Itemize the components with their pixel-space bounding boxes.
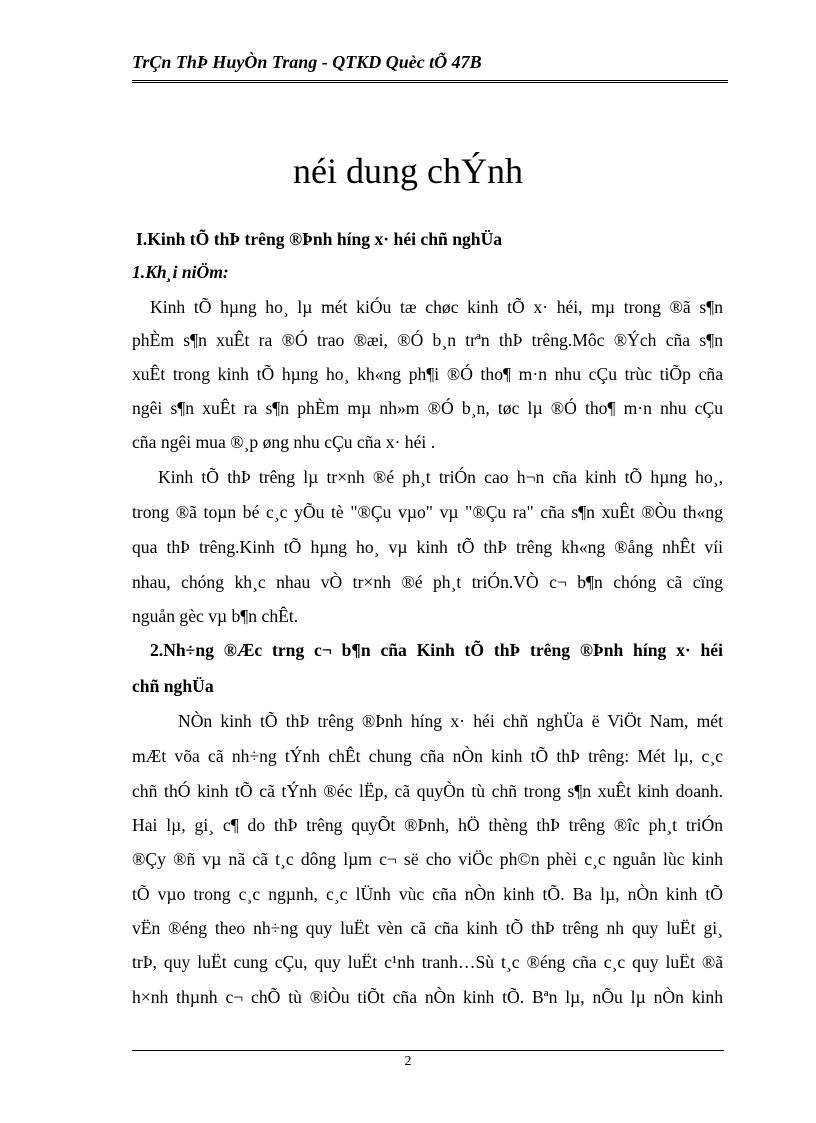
paragraph-3-line: tÕ vµo trong c¸c ngµnh, c¸c lÜnh vùc cña nÒn kinh tÕ. Ba lµ, nÒn kinh tÕ — [132, 884, 723, 904]
paragraph-3-line: mÆt võa cã nh÷ng tÝnh chÊt chung cña nÒn kinh tÕ thÞ trêng: Mét lµ, c¸c — [132, 746, 723, 766]
paragraph-3-line: Hai lµ, gi¸ c¶ do thÞ trêng quyÕt ®Þnh, hÖ thèng thÞ trêng ®îc ph¸t triÓn — [132, 815, 723, 835]
running-header: TrÇn ThÞ HuyÒn Trang - QTKD Quèc tÕ 47B — [132, 52, 482, 72]
section-2-heading-continued: chñ nghÜa — [132, 676, 214, 696]
paragraph-3-line: ®Çy ®ñ vµ nã cã t¸c dông lµm c¬ së cho viÖc ph©n phèi c¸c nguån lùc kinh — [132, 849, 723, 869]
paragraph-2-line: qua thÞ trêng.Kinh tÕ hµng ho¸ vµ kinh tÕ thÞ trêng kh«ng ®ång nhÊt víi — [132, 537, 723, 557]
paragraph-2-line: nguån gèc vµ b¶n chÊt. — [132, 606, 299, 626]
paragraph-1-line: Kinh tÕ hµng ho¸ lµ mét kiÓu tæ chøc kinh tÕ x· héi, mµ trong ®ã s¶n — [150, 297, 723, 317]
paragraph-1-line: phÈm s¶n xuÊt ra ®Ó trao ®æi, ®Ó b¸n trªn thÞ trêng.Môc ®Ých cña s¶n — [132, 330, 723, 350]
page-number: 2 — [404, 1054, 412, 1069]
paragraph-3-line: trÞ, quy luËt cung cÇu, quy luËt c¹nh tranh…Sù t¸c ®éng cña c¸c quy luËt ®ã — [132, 952, 723, 972]
header-divider — [132, 80, 728, 83]
paragraph-2-line: trong ®ã toµn bé c¸c yÕu tè "®Çu vµo" vµ "®Çu ra" cña s¶n xuÊt ®Òu th«ng — [132, 502, 723, 522]
paragraph-1-line: ngêi s¶n xuÊt ra s¶n phÈm mµ nh»m ®Ó b¸n, tøc lµ ®Ó tho¶ m·n nhu cÇu — [132, 398, 723, 418]
paragraph-3-line: h×nh thµnh c¬ chÕ tù ®iÒu tiÕt cña nÒn kinh tÕ. Bªn lµ, nÕu lµ nÒn kinh — [132, 987, 723, 1007]
footer-divider — [132, 1050, 724, 1051]
paragraph-2-line: nhau, chóng kh¸c nhau vÒ tr×nh ®é ph¸t triÓn.VÒ c¬ b¶n chóng cã cïng — [132, 572, 723, 592]
subsection-1-heading: 1.Kh¸i niÖm: — [132, 262, 229, 282]
paragraph-1-line: cña ngêi mua ®¸p øng nhu cÇu cña x· héi . — [132, 432, 436, 452]
paragraph-3-line: NÒn kinh tÕ thÞ trêng ®Þnh híng x· héi chñ nghÜa ë ViÖt Nam, mét — [178, 711, 723, 731]
paragraph-3-line: chñ thÓ kinh tÕ cã tÝnh ®éc lËp, cã quyÒn tù chñ trong s¶n xuÊt kinh doanh. — [132, 781, 723, 801]
paragraph-1-line: xuÊt trong kinh tÕ hµng ho¸ kh«ng ph¶i ®Ó tho¶ m·n nhu cÇu trùc tiÕp cña — [132, 364, 723, 384]
paragraph-3-line: vËn ®éng theo nh÷ng quy luËt vèn cã cña kinh tÕ thÞ trêng nh quy luËt gi¸ — [132, 918, 723, 938]
paragraph-2-line: Kinh tÕ thÞ trêng lµ tr×nh ®é ph¸t triÓn cao h¬n cña kinh tÕ hµng ho¸, — [158, 467, 723, 487]
section-2-heading: 2.Nh÷ng ®Æc trng c¬ b¶n cña Kinh tÕ thÞ trêng ®Þnh híng x· héi — [150, 640, 723, 660]
page-title: néi dung chÝnh — [293, 151, 523, 191]
section-1-heading: I.Kinh tÕ thÞ trêng ®Þnh híng x· héi chñ nghÜa — [136, 229, 503, 249]
